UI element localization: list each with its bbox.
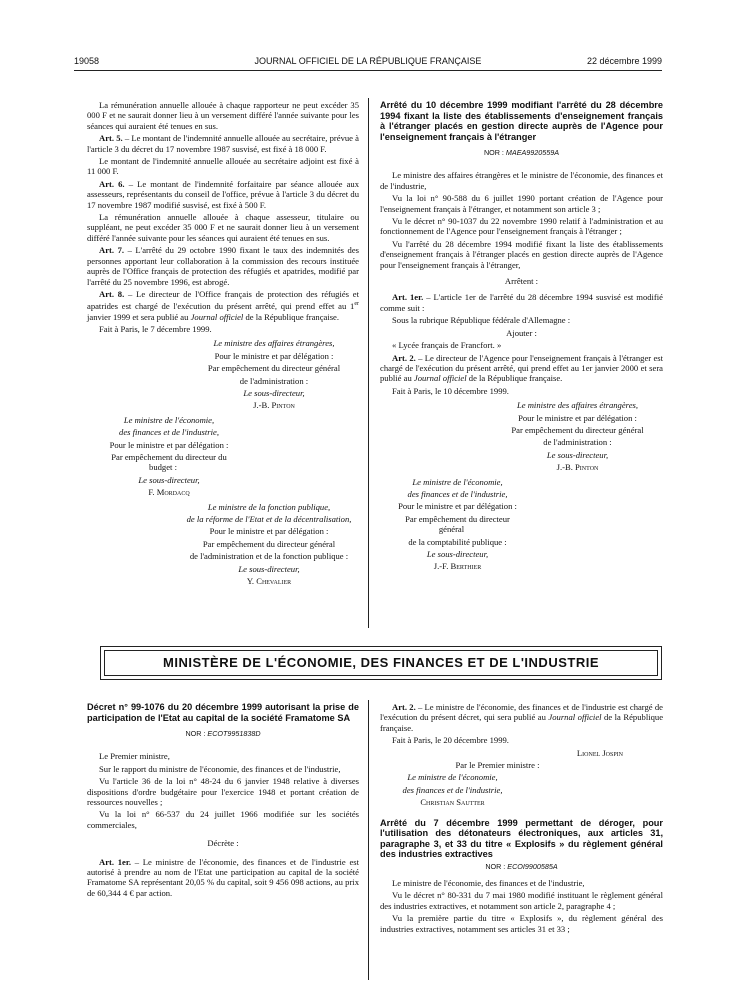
right-column-bottom — [380, 702, 663, 936]
fait-a-paris: Fait à Paris, le 20 décembre 1999. — [392, 735, 509, 746]
issue-date: 22 décembre 1999 — [586, 56, 662, 66]
article-2: Art. 2. – Le directeur de l'Agence pour l'enseignement français à l'étranger est chargé de l'exécution du présent arrêté, qui prend effet au 1er janvier 2000 et sera publié au Journal officiel de la République française. — [380, 352, 663, 384]
article-8: Art. 8. – Le directeur de l'Office français de protection des réfugiés et apatrides est chargé de l'exécution du présent arrêté, qui prend effet au 1er janvier 1999 et sera publié au Journal officiel de la République française. — [87, 288, 360, 322]
journal-title: JOURNAL OFFICIEL DE LA RÉPUBLIQUE FRANÇAISE — [254, 56, 482, 66]
page-header — [74, 56, 662, 70]
paragraph: Le ministre des affaires étrangères et le ministre de l'économie, des finances et de l'industrie, — [380, 170, 663, 191]
page-number: 19058 — [74, 56, 100, 66]
article-7: Art. 7. – L'arrêté du 29 octobre 1990 fixant le taux des indemnités des personnes apportant leur collaboration à la commission des recours instituée auprès de l'Office français de protection des réfugiés et apatrides, modifié par l'arrêté du 25 novembre 1996, est abrogé. — [87, 245, 360, 287]
paragraph: Vu la première partie du titre « Explosifs », du règlement général des industries extractives, notamment ses articles 31 et 33 ; — [380, 913, 663, 934]
decret-title: Décret n° 99-1076 du 20 décembre 1999 autorisant la prise de participation de l'Etat au capital de la société Framatome SA — [87, 702, 359, 723]
paragraph: Vu l'article 36 de la loi n° 48-24 du 6 janvier 1948 relative à diverses dispositions d'ordre budgétaire pour l'exercice 1948 et portant création de ressources nouvelles ; — [87, 776, 359, 808]
arrete-title: Arrêté du 10 décembre 1999 modifiant l'arrêté du 28 décembre 1994 fixant la liste des établissements d'enseignement français à l'étranger placés en gestion directe auprès de l'Agence pour l'enseignement français à l'étranger — [380, 100, 663, 142]
header-rule — [74, 70, 662, 71]
ajouter: Ajouter : — [506, 327, 537, 338]
arrete-title: Arrêté du 7 décembre 1999 permettant de déroger, pour l'utilisation des détonateurs électroniques, aux articles 31, paragraphe 3, et 33 du titre « Explosifs » du règlement général des industries extractives — [380, 817, 663, 860]
decrete: Décrète : — [207, 838, 239, 849]
paragraph: Sur le rapport du ministre de l'économie, des finances et de l'industrie, — [99, 763, 341, 774]
fait-a-paris: Fait à Paris, le 7 décembre 1999. — [99, 323, 212, 334]
column-divider — [368, 700, 369, 980]
nor-reference: NOR : ECOT9951838D — [185, 729, 261, 738]
paragraph: Vu la loi n° 90-588 du 6 juillet 1990 portant création de l'Agence pour l'enseignement français à l'étranger, et notamment son article 3 ; — [380, 193, 663, 214]
column-divider — [368, 98, 369, 628]
right-column-top — [380, 100, 663, 574]
ministry-banner: MINISTÈRE DE L'ÉCONOMIE, DES FINANCES ET DE L'INDUSTRIE — [104, 650, 658, 676]
signature-block: Le ministre de l'économie, des finances et de l'industrie, Pour le ministre et par délégation : Par empêchement du directeur du budget : Le sous-directeur, F. Mordacq — [109, 414, 229, 498]
par-le-premier-ministre: Par le Premier ministre : — [455, 760, 540, 771]
article-1: Art. 1er. – L'article 1er de l'arrêté du 28 décembre 1994 susvisé est modifié comme suit : — [380, 292, 664, 313]
fait-a-paris: Fait à Paris, le 10 décembre 1999. — [392, 385, 509, 396]
paragraph: Vu le décret n° 90-1037 du 22 novembre 1990 relatif à l'administration et au fonctionnement de l'Agence pour l'enseignement français à l'étranger ; — [380, 216, 663, 237]
left-column-top — [87, 100, 359, 589]
paragraph: « Lycée français de Francfort. » — [392, 340, 502, 351]
paragraph: Le ministre de l'économie, des finances et de l'industrie, — [392, 878, 585, 889]
paragraph: Vu le décret n° 80-331 du 7 mai 1980 modifié instituant le règlement général des industries extractives, et notamment son article 2, paragraphe 4 ; — [380, 890, 663, 911]
article-5: Art. 5. – Le montant de l'indemnité annuelle allouée au secrétaire, prévue à l'article 3 du décret du 17 novembre 1987 susvisé, est fixé à 18 000 F. — [87, 133, 359, 154]
paragraph: Sous la rubrique République fédérale d'Allemagne : — [392, 315, 571, 326]
signature-block: Le ministre de l'économie, des finances et de l'industrie, Christian Sautter — [402, 772, 503, 808]
paragraph: La rémunération annuelle allouée à chaque assesseur, titulaire ou suppléant, ne peut excéder 35 000 F et ne saurait donner lieu à un versement différé l'année suivante pour les séances qui auraient été tenues en sus. — [87, 212, 359, 243]
article-1: Art. 1er. – Le ministre de l'économie, des finances et de l'industrie est autorisé à prendre au nom de l'Etat une participation au capital de la société Framatome SA représentant 20,05 % du capital, soit 9 456 098 actions, au prix de 60,344 4 € par action. — [87, 856, 360, 898]
signature-block: Le ministre des affaires étrangères, Pour le ministre et par délégation : Par empêchement du directeur général de l'administration : Le sous-directeur, J.-B. Pinton — [207, 338, 341, 411]
nor-reference: NOR : ECOI9900585A — [485, 861, 558, 871]
signature-block: Le ministre des affaires étrangères, Pour le ministre et par délégation : Par empêchement du directeur général de l'administration : Le sous-directeur, J.-B. Pinton — [511, 400, 644, 473]
nor-reference: NOR : MAEA9920559A — [483, 148, 560, 157]
signature-block: Le ministre de l'économie, des finances et de l'industrie, Pour le ministre et par délégation : Par empêchement du directeur général de la comptabilité publique : Le sous-directeur, J.-F. Berthier — [398, 476, 517, 572]
signature-block: Le ministre de la fonction publique, de la réforme de l'Etat et de la décentralisation, Pour le ministre et par délégation : Par empêchement du directeur général de l'administration et de la fonction publique : Le sous-directeur, Y. Chevalier — [186, 501, 352, 587]
arretent: Arrêtent : — [504, 276, 539, 287]
left-column-bottom — [87, 702, 359, 900]
paragraph: Le montant de l'indemnité annuelle allouée au secrétaire adjoint est fixé à 11 000 F. — [87, 156, 359, 177]
article-2: Art. 2. – Le ministre de l'économie, des finances et de l'industrie est chargé de l'exécution du présent décret, qui sera publié au Journal officiel de la République française. — [380, 702, 664, 733]
paragraph: Vu l'arrêté du 28 décembre 1994 modifié fixant la liste des établissements d'enseignement français à l'étranger placés en gestion directe auprès de l'Agence pour l'enseignement français à l'étranger, — [380, 238, 663, 270]
article-6: Art. 6. – Le montant de l'indemnité forfaitaire par séance allouée aux assesseurs, représentants du conseil de l'office, prévue à l'article 3 du décret du 17 novembre 1987 modifié susvisé, est fixé à 500 F. — [87, 178, 360, 210]
paragraph: Le Premier ministre, — [99, 751, 170, 762]
prime-minister-signature: Lionel Jospin — [576, 747, 623, 758]
paragraph: La rémunération annuelle allouée à chaque rapporteur ne peut excéder 35 000 F et ne saurait donner lieu à un versement différé l'année suivante pour les séances qui auraient été tenues en sus. — [87, 100, 359, 131]
paragraph: Vu la loi n° 66-537 du 24 juillet 1966 modifiée sur les sociétés commerciales, — [87, 809, 359, 830]
